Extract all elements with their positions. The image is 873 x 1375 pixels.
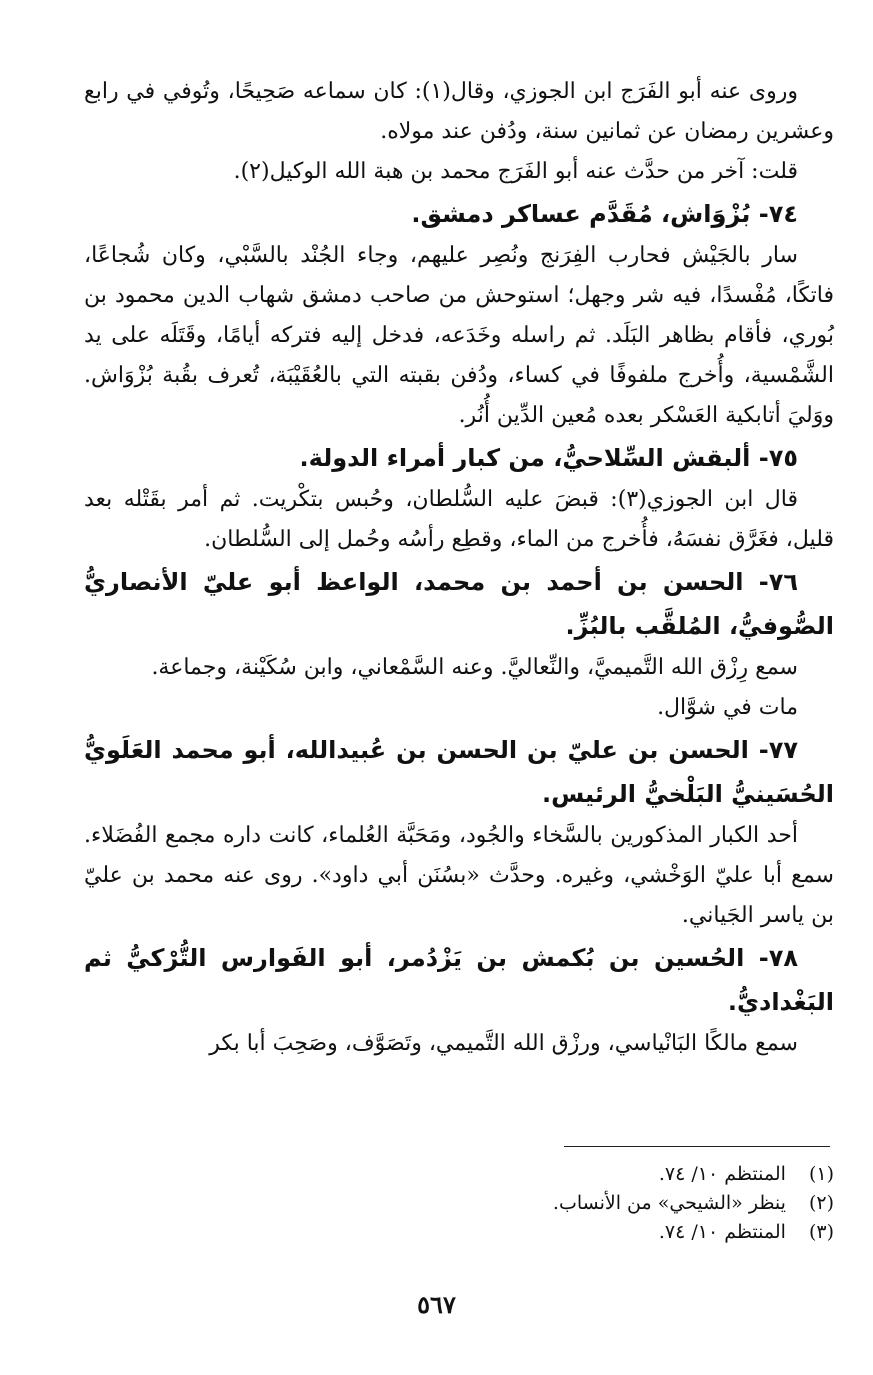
paragraph-2: قلت: آخر من حدَّث عنه أبو الفَرَج محمد بن هبة الله الوكيل(٢). (233, 159, 798, 184)
paragraph-1: وروى عنه أبو الفَرَج ابن الجوزي، وقال(١): كان سماعه صَحِيحًا، وتُوفي في رابع وعشرين رمضان عن ثمانين سنة، ودُفن عند مولاه. (84, 79, 834, 144)
footnote-text: ينظر «الشيحي» من الأنساب. (552, 1192, 786, 1214)
main-text (84, 72, 834, 1064)
page-number: ٥٦٧ (417, 1290, 456, 1319)
entry-title-74: ٧٤- بُزْوَاش، مُقَدَّم عساكر دمشق. (411, 200, 798, 228)
footnote-text: المنتظم ١٠/ ٧٤. (658, 1221, 786, 1243)
paragraph-entry-76-b: مات في شوَّال. (657, 695, 798, 720)
footnote-text: المنتظم ١٠/ ٧٤. (658, 1163, 786, 1185)
entry-title-75: ٧٥- ألبقش السِّلاحيُّ، من كبار أمراء الدولة. (299, 444, 798, 472)
paragraph-entry-74: سار بالجَيْش فحارب الفِرَنج ونُصِر عليهم، وجاء الجُنْد بالسَّبْي، وكان شُجاعًا، فاتكًا، مُفْسدًا، فيه شر وجهل؛ استوحش من صاحب دمشق شهاب الدين محمود بن بُوري، فأقام بظاهر البَلَد. ثم راسله وخَدَعه، فدخل إليه فتركه أيامًا، وقَتَلَه على يد الشَّمْسية، وأُخرج ملفوفًا في كساء، ودُفن بقبته التي بالعُقَيْبَة، تُعرف بقُبة بُزْوَاش. ووَليَ أتابكية العَسْكر بعده مُعين الدِّين أُنُر. (84, 243, 834, 428)
entry-title-76: ٧٦- الحسن بن أحمد بن محمد، الواعظ أبو عليّ الأنصاريُّ الصُّوفيُّ، المُلقَّب بالبُزِّ. (84, 568, 834, 640)
paragraph-entry-78: سمع مالكًا البَانْياسي، ورزْق الله التَّميمي، وتَصَوَّف، وصَحِبَ أبا بكر (209, 1031, 798, 1056)
footnote-number: (٢) (808, 1192, 834, 1214)
footnote-number: (٣) (808, 1221, 834, 1243)
footnote-1 (84, 1160, 834, 1189)
footnote-number: (١) (808, 1163, 834, 1185)
entry-title-77: ٧٧- الحسن بن عليّ بن الحسن بن عُبيدالله، أبو محمد العَلَويُّ الحُسَينيُّ البَلْخيُّ الرئيس. (84, 736, 834, 808)
footnote-3 (84, 1218, 834, 1247)
footnote-divider (564, 1146, 830, 1147)
entry-title-78: ٧٨- الحُسين بن بُكمش بن يَزْدُمر، أبو الفَوارس التُّرْكيُّ ثم البَغْداديُّ. (84, 944, 834, 1016)
paragraph-entry-76-a: سمع رِزْق الله التَّميميَّ، والنِّعاليَّ. وعنه السَّمْعاني، وابن سُكَيْنة، وجماعة. (151, 655, 798, 680)
footnote-2 (84, 1189, 834, 1218)
footnotes (84, 1160, 834, 1247)
paragraph-entry-77: أحد الكبار المذكورين بالسَّخاء والجُود، ومَحَبَّة العُلماء، كانت داره مجمع الفُضَلاء. سمع أبا عليّ الوَخْشي، وغيره. وحدَّث «بسُنَن أبي داود». روى عنه محمد بن عليّ بن ياسر الجَياني. (84, 823, 834, 928)
paragraph-entry-75: قال ابن الجوزي(٣): قبضَ عليه السُّلطان، وحُبس بتكْريت. ثم أمر بقَتْله بعد قليل، فغَرَّق نفسَهُ، فأُخرج من الماء، وقطِع رأسُه وحُمل إلى السُّلطان. (84, 487, 834, 552)
